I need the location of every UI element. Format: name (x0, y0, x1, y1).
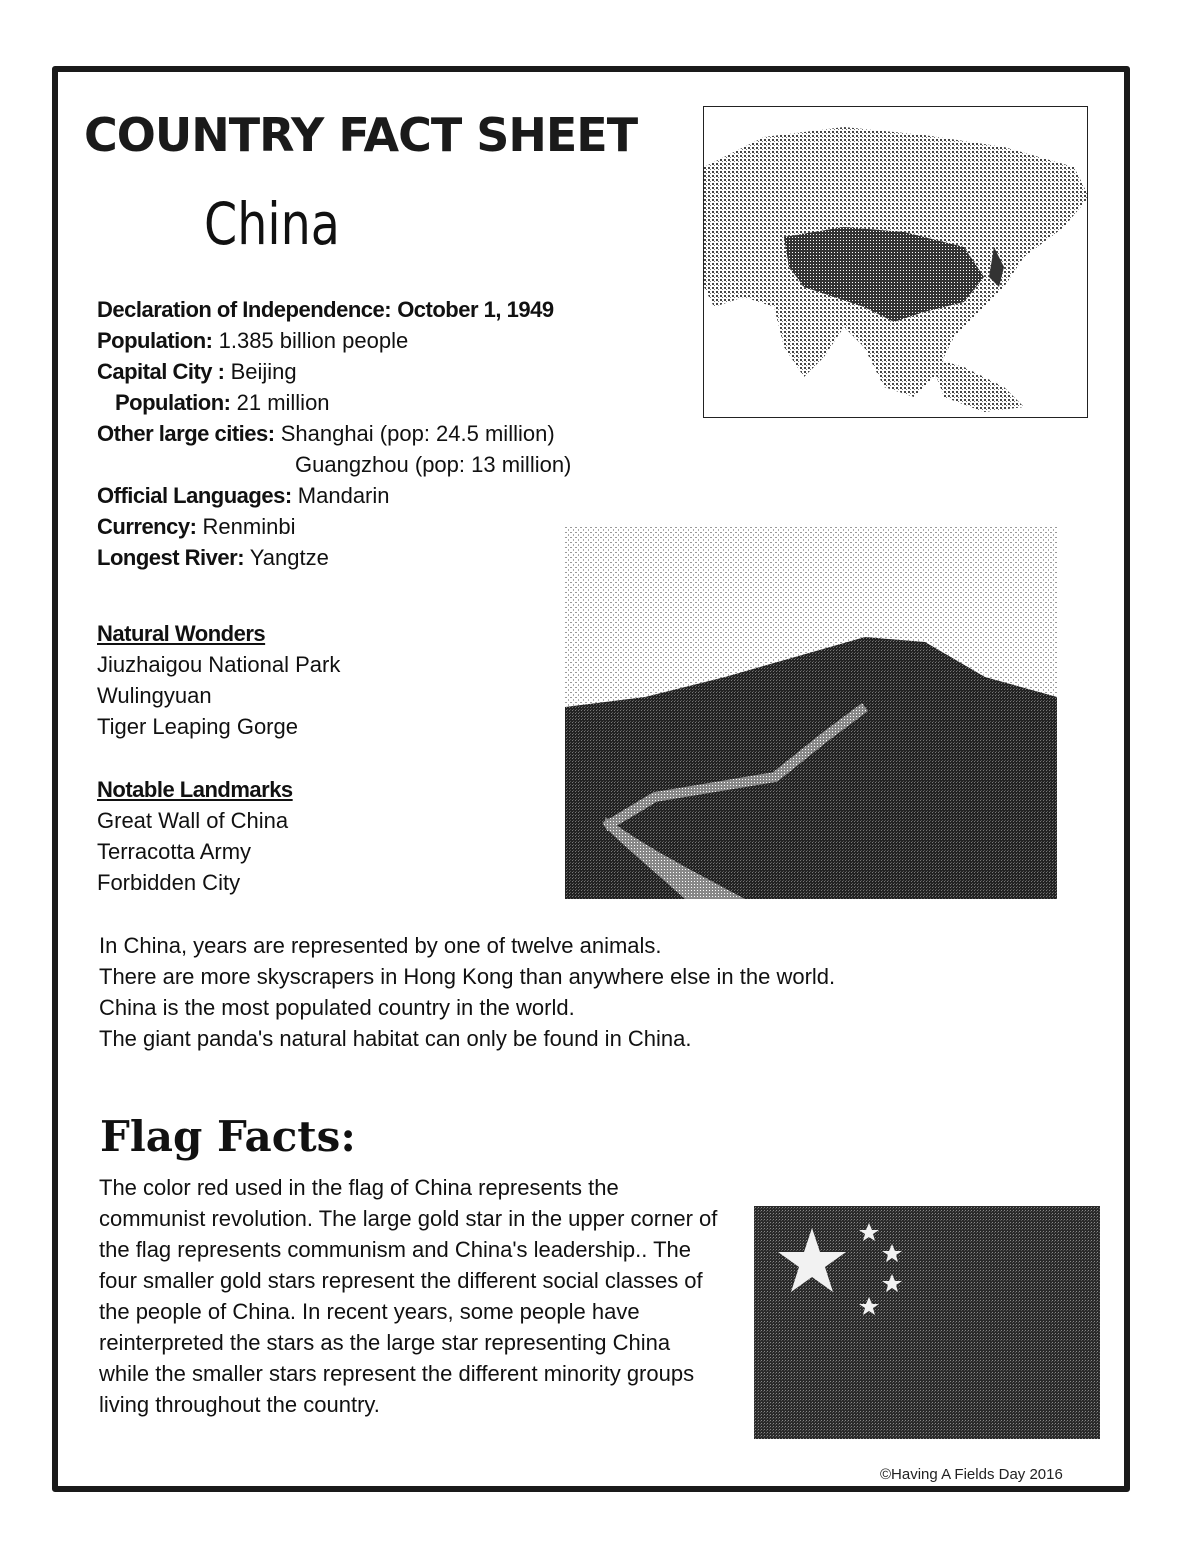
fact-value: 21 million (236, 390, 330, 415)
fact-currency (97, 511, 571, 542)
page-title: COUNTRY FACT SHEET (84, 108, 638, 162)
section-heading: Notable Landmarks (97, 777, 293, 802)
country-name: China (204, 190, 340, 258)
fact-label: Capital City : (97, 359, 225, 384)
fact-label: Official Languages: (97, 483, 292, 508)
fact-other-cities (97, 418, 571, 449)
trivia-line: China is the most populated country in the world. (99, 995, 575, 1020)
great-wall-photo (565, 527, 1057, 899)
fact-other-city-2 (97, 449, 571, 480)
fact-label: Declaration of Independence: (97, 297, 392, 322)
fact-label: Other large cities: (97, 421, 275, 446)
landmarks-section (97, 774, 293, 898)
fact-value: October 1, 1949 (397, 297, 554, 322)
fact-population (97, 325, 571, 356)
list-item: Wulingyuan (97, 683, 212, 708)
fact-label: Population: (115, 390, 231, 415)
trivia-list (99, 930, 835, 1054)
fact-value: Renminbi (202, 514, 296, 539)
fact-value: Shanghai (pop: 24.5 million) (280, 421, 555, 446)
asia-map-image (703, 106, 1088, 418)
list-item: Jiuzhaigou National Park (97, 652, 341, 677)
fact-label: Currency: (97, 514, 197, 539)
fact-river (97, 542, 571, 573)
list-item: Tiger Leaping Gorge (97, 714, 298, 739)
list-item: Terracotta Army (97, 839, 252, 864)
fact-value: Guangzhou (pop: 13 million) (295, 452, 572, 477)
fact-label: Longest River: (97, 545, 245, 570)
china-flag-image (754, 1206, 1100, 1439)
trivia-line: The giant panda's natural habitat can only be found in China. (99, 1026, 692, 1051)
fact-value: Mandarin (297, 483, 390, 508)
fact-capital (97, 356, 571, 387)
fact-capital-population (97, 387, 571, 418)
trivia-line: There are more skyscrapers in Hong Kong than anywhere else in the world. (99, 964, 836, 989)
list-item: Forbidden City (97, 870, 241, 895)
natural-wonders-section (97, 618, 340, 742)
flag-facts-text: The color red used in the flag of China represents the communist revolution. The large gold star in the upper corner of the flag represents communism and China's leadership.. The four smaller gold stars represent the different social classes of the people of China. In recent years, some people have reinterpreted the stars as the large star representing China while the smaller stars represent the different minority groups living throughout the country. (99, 1175, 718, 1417)
flag-facts-heading: Flag Facts: (100, 1112, 356, 1161)
copyright-credit: ©Having A Fields Day 2016 (880, 1466, 1063, 1483)
fact-value: Yangtze (249, 545, 329, 570)
fact-languages (97, 480, 571, 511)
fact-independence (97, 294, 571, 325)
trivia-line: In China, years are represented by one of twelve animals. (99, 933, 662, 958)
fact-label: Population: (97, 328, 213, 353)
fact-value: 1.385 billion people (218, 328, 409, 353)
section-heading: Natural Wonders (97, 621, 266, 646)
fact-value: Beijing (230, 359, 297, 384)
list-item: Great Wall of China (97, 808, 289, 833)
fact-list (97, 294, 571, 573)
